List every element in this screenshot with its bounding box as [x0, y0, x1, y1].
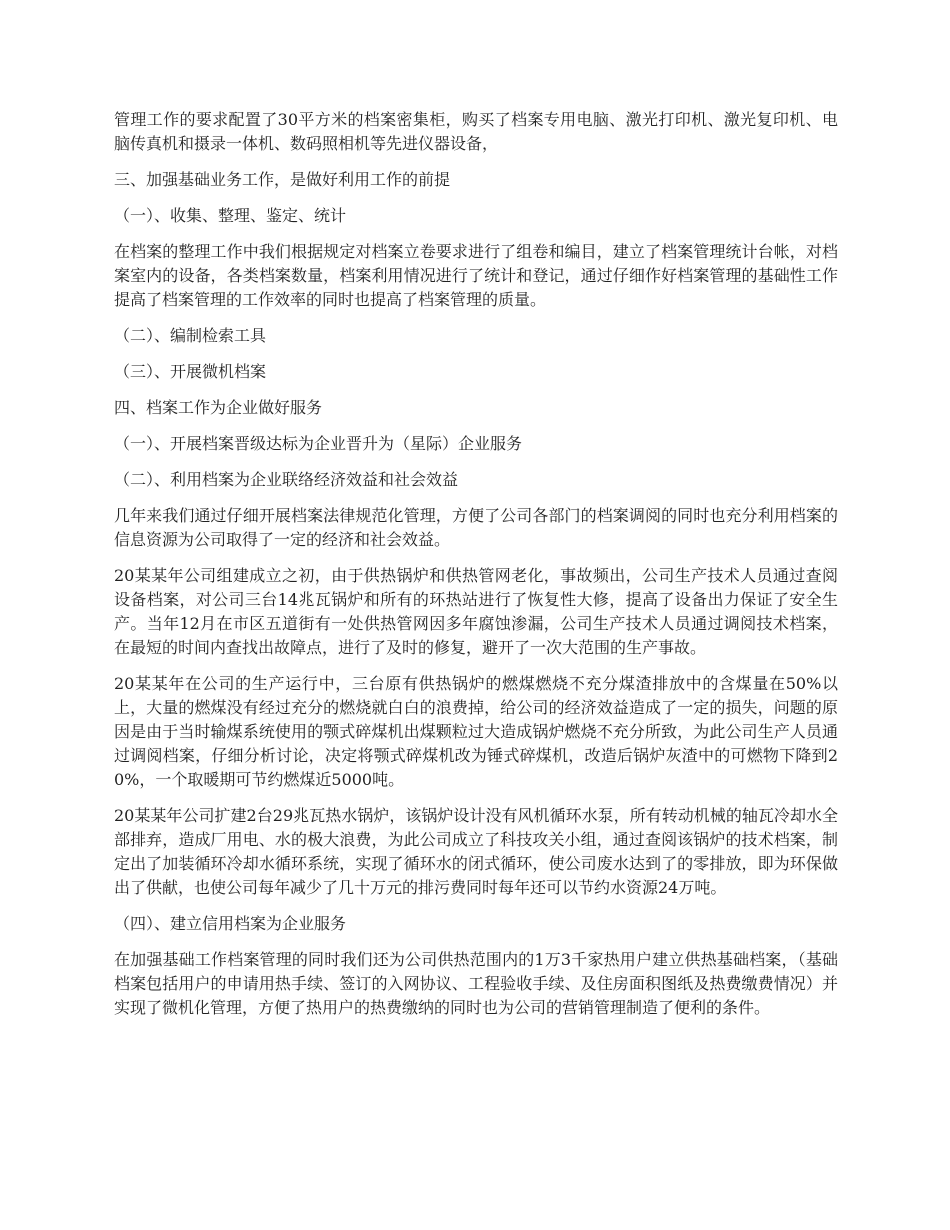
heading-section-three: 三、加强基础业务工作，是做好利用工作的前提 [114, 170, 451, 189]
subheading-benefits: （二）、利用档案为企业联络经济效益和社会效益 [114, 470, 459, 489]
subheading-computer-archive: （三）、开展微机档案 [114, 362, 267, 381]
subheading-index-tools: （二）、编制检索工具 [114, 326, 267, 345]
subheading-collect: （一）、收集、整理、鉴定、统计 [114, 206, 347, 225]
paragraph-founding: 20某某年公司组建成立之初，由于供热锅炉和供热管网老化，事故频出，公司生产技术人员通过查阅设备档案，对公司三台14兆瓦锅炉和所有的环热站进行了恢复性大修，提高了设备出力保证了安全生产。当年12月在市区五道街有一处供热管网因多年腐蚀渗漏，公司生产技术人员通过调阅技术档案，在最短的时间内查找出故障点，进行了及时的修复，避开了一次大范围的生产事故。 [114, 566, 838, 657]
paragraph-users: 在加强基础工作档案管理的同时我们还为公司供热范围内的1万3千家热用户建立供热基础档案，（基础档案包括用户的申请用热手续、签订的入网协议、工程验收手续、及住房面积图纸及热费缴费情况）并实现了微机化管理，方便了热用户的热费缴纳的同时也为公司的营销管理制造了便利的条件。 [114, 950, 838, 1017]
subheading-upgrade: （一）、开展档案晋级达标为企业晋升为（星际）企业服务 [114, 434, 523, 453]
paragraph-years: 几年来我们通过仔细开展档案法律规范化管理，方便了公司各部门的档案调阅的同时也充分利用档案的信息资源为公司取得了一定的经济和社会效益。 [114, 506, 838, 549]
paragraph-expansion: 20某某年公司扩建2台29兆瓦热水锅炉，该锅炉设计没有风机循环水泵，所有转动机械的轴瓦冷却水全部排弃，造成厂用电、水的极大浪费，为此公司成立了科技攻关小组，通过查阅该锅炉的技术档案，制定出了加装循环冷却水循环系统，实现了循环水的闭式循环，使公司废水达到了的零排放，即为环保做出了供献，也使公司每年减少了几十万元的排污费同时每年还可以节约水资源24万吨。 [114, 806, 838, 897]
document-page [114, 108, 838, 1032]
paragraph-equipment: 管理工作的要求配置了30平方米的档案密集柜，购买了档案专用电脑、激光打印机、激光复印机、电脑传真机和摄录一体机、数码照相机等先进仪器设备， [114, 110, 838, 153]
paragraph-coal: 20某某年在公司的生产运行中，三台原有供热锅炉的燃煤燃烧不充分煤渣排放中的含煤量在50%以上，大量的燃煤没有经过充分的燃烧就白白的浪费掉，给公司的经济效益造成了一定的损失，问题的原因是由于当时输煤系统使用的颚式碎煤机出煤颗粒过大造成锅炉燃烧不充分所致，为此公司生产人员通过调阅档案，仔细分析讨论，决定将颚式碎煤机改为锤式碎煤机，改造后锅炉灰渣中的可燃物下降到20%，一个取暖期可节约燃煤近5000吨。 [114, 674, 838, 789]
paragraph-organize: 在档案的整理工作中我们根据规定对档案立卷要求进行了组卷和编目，建立了档案管理统计台帐，对档案室内的设备，各类档案数量，档案利用情况进行了统计和登记，通过仔细作好档案管理的基础性工作提高了档案管理的工作效率的同时也提高了档案管理的质量。 [114, 242, 838, 309]
subheading-credit: （四）、建立信用档案为企业服务 [114, 914, 347, 933]
heading-section-four: 四、档案工作为企业做好服务 [114, 398, 323, 417]
